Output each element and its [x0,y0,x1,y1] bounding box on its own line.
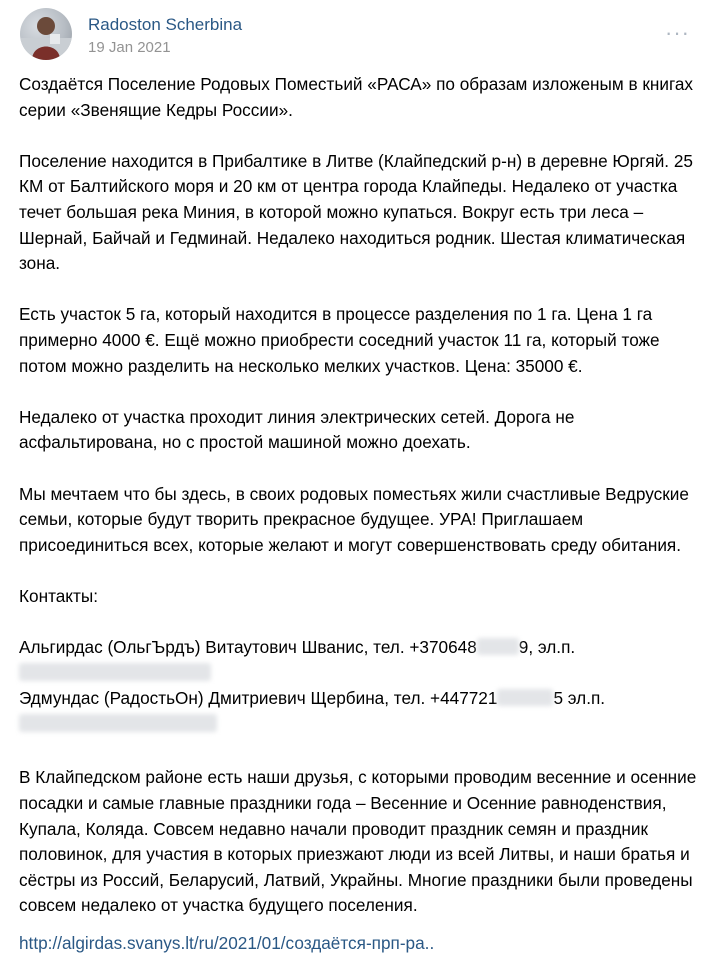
redacted-email-line [19,712,699,738]
redacted-email [19,714,217,732]
contact-email-label: 9, эл.п. [518,637,576,658]
contact-name-phone: Альгирдас (ОльгЪрдъ) Витаутович Шванис, тел. +370648 [19,637,477,658]
paragraph-intro: Создаётся Поселение Родовых Поместьий «РАСА» по образам изложеным в книгах серии «Звенящие Кедры России». [19,74,694,120]
avatar[interactable] [20,8,72,60]
contact-line [19,686,699,712]
post-link[interactable]: http://algirdas.svanys.lt/ru/2021/01/создаётся-прп-ра.. [19,933,435,953]
more-horizontal-icon[interactable]: ··· [665,20,690,45]
redacted-email-line [19,661,699,687]
contacts-list [19,635,699,737]
redacted-email [19,663,211,681]
contact-line [19,635,699,661]
post-text [19,72,699,957]
redacted-phone [477,638,519,655]
contact-email-label: 5 эл.п. [553,688,606,709]
avatar-photo-icon [20,8,72,60]
paragraph-infrastructure: Недалеко от участка проходит линия электрических сетей. Дорога не асфальтирована, но с простой машиной можно доехать. [19,406,575,453]
paragraph-friends: В Клайпедском районе есть наши друзья, с которыми проводим весенние и осенние посадки и самые главные праздники года – Весенние и Осенние равноденствия, Купала, Коляда. Совсем недавно начали проводит праздник семян и праздник половинок, для участия в которых приезжают люди из всей Литвы, и наши братья и сёстры из Россий, Беларусий, Латвий, Украйны. Многие праздники были проведены совсем недалеко от участка будущего поселения. [19,767,697,916]
contacts-heading: Контакты: [19,585,99,606]
post-date[interactable]: 19 Jan 2021 [88,39,171,56]
paragraph-location: Поселение находится в Прибалтике в Литве (Клайпедский р-н) в деревне Юргяй. 25 КМ от Балтийского моря и 20 км от центра города Клайпеды. Недалеко от участка течет большая река Миния, в которой можно купаться. Вокруг есть три леса – Шернай, Байчай и Гедминай. Недалеко находиться родник. Шестая климатическая зона. [19,150,693,274]
redacted-phone [497,689,553,706]
contact-name-phone: Эдмундас (РадостьОн) Дмитриевич Щербина, тел. +447721 [19,688,498,709]
author-name[interactable]: Radoston Scherbina [88,15,243,34]
paragraph-land: Есть участок 5 га, который находится в процессе разделения по 1 га. Цена 1 га примерно 4000 €. Ещё можно приобрести соседний участок 11 га, который тоже потом можно разделить на несколько мелких участков. Цена: 35000 €. [19,304,660,376]
paragraph-dream: Мы мечтаем что бы здесь, в своих родовых поместьях жили счастливые Ведруские семьи, которые будут творить прекрасное будущее. УРА! Приглашаем присоединиться всех, которые желают и могут совершенствовать среду обитания. [19,483,689,555]
